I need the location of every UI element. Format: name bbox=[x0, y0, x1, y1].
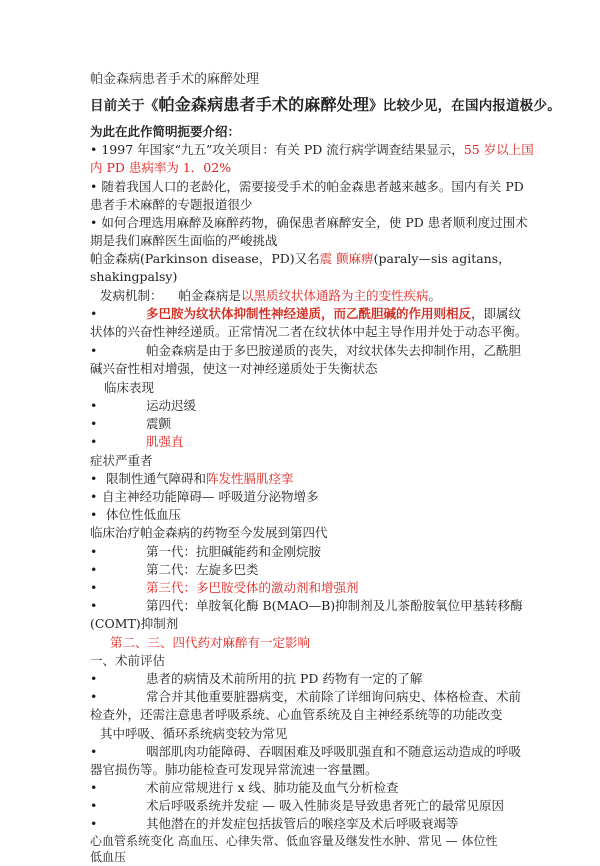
mechanism-label: 发病机制： bbox=[100, 288, 163, 303]
bullet-dot: • bbox=[90, 544, 98, 559]
preop-heading: 一、术前评估 bbox=[90, 653, 166, 668]
preop-item-1 bbox=[90, 669, 530, 689]
bullet-dot: • bbox=[90, 416, 98, 431]
intro-headline bbox=[90, 95, 561, 116]
clinical-heading: 临床表现 bbox=[104, 380, 155, 395]
pd-name-pre: 帕金森病(Parkinson disease，PD)又名 bbox=[90, 251, 320, 266]
doc-title: 帕金森病患者手术的麻醉处理 bbox=[90, 72, 260, 87]
preop-text-1: 患者的病情及术前所用的抗 PD 药物有一定的了解 bbox=[146, 671, 423, 686]
bullet-dot: • bbox=[90, 398, 98, 413]
clinical-item-3 bbox=[90, 432, 530, 452]
drug-gen-4-text: 第四代：单胺氧化酶 B(MAO—B)抑制剂及儿茶酚胺氧位甲基转移酶 bbox=[146, 598, 523, 613]
bullet-epidemiology bbox=[90, 140, 534, 160]
clinical-item-2 bbox=[90, 414, 530, 434]
bullet-challenge bbox=[90, 213, 530, 233]
pd-name-post: (paraly—sis agitans， bbox=[373, 251, 511, 266]
clinical-text-1: 运动迟缓 bbox=[146, 398, 197, 413]
mech3-text1: 帕金森病是由于多巴胺递质的丧失，对纹状体失去抑制作用，乙酰胆 bbox=[146, 343, 522, 358]
epi-red-line2: 内 PD 患病率为 1．02% bbox=[90, 160, 232, 175]
severe-item-1 bbox=[90, 469, 530, 489]
challenge-line2: 期是我们麻醉医生面临的严峻挑战 bbox=[90, 233, 278, 248]
pd-name-red: 震 颤麻痹 bbox=[319, 251, 374, 266]
preop-text-6: 其他潜在的并发症包括拔管后的喉痉挛及术后呼吸衰竭等 bbox=[146, 816, 459, 831]
intro-pre: 目前关于《 bbox=[90, 98, 159, 114]
resp-heading: 其中呼吸、循环系统病变较为常见 bbox=[100, 726, 288, 741]
drug-gen-4-line2: (COMT)抑制剂 bbox=[90, 616, 179, 631]
severe-item-3 bbox=[90, 505, 530, 525]
mech2-post: ，即属纹 bbox=[471, 306, 522, 321]
preop-text-3: 咽部肌肉功能障碍、吞咽困难及呼吸肌强直和不随意运动造成的呼吸 bbox=[146, 744, 522, 759]
bullet-dot: • bbox=[90, 798, 98, 813]
summary-heading: 为此在此作简明扼要介绍： bbox=[90, 124, 241, 139]
mechanism-line bbox=[90, 286, 540, 306]
severe-text-3: 体位性低血压 bbox=[105, 507, 181, 522]
bullet-dot: • bbox=[90, 507, 98, 522]
severe-item-2 bbox=[90, 487, 530, 507]
severe-text-2: 自主神经功能障碍— 呼吸道分泌物增多 bbox=[102, 489, 319, 504]
drugs-heading: 临床治疗帕金森病的药物至今发展到第四代 bbox=[90, 525, 328, 540]
bullet-dot: • bbox=[90, 671, 98, 686]
drugs-note: 第二、三、四代药对麻醉有一定影响 bbox=[110, 635, 311, 650]
preop-item-4 bbox=[90, 778, 530, 798]
severe-red-1: 阵发性膈肌痉挛 bbox=[206, 471, 294, 486]
bullet-dot: • bbox=[90, 215, 98, 230]
bullet-dot: • bbox=[90, 179, 98, 194]
preop-item-2-line2: 检查外，还需注意患者呼吸系统、心血管系统及自主神经系统等的功能改变 bbox=[90, 707, 503, 722]
clinical-item-1 bbox=[90, 396, 530, 416]
intro-book: 帕金森病患者手术的麻醉处理 bbox=[158, 95, 370, 114]
mechanism-post: 。 bbox=[428, 288, 441, 303]
bullet-dot: • bbox=[90, 142, 98, 157]
cardio-line2: 低血压 bbox=[90, 850, 127, 864]
mechanism-pre: 帕金森病是 bbox=[178, 288, 241, 303]
clinical-text-3: 肌强直 bbox=[146, 434, 184, 449]
challenge-line1: 如何合理选用麻醉及麻醉药物，确保患者麻醉安全，使 PD 患者顺利度过围术 bbox=[101, 215, 528, 230]
mech2-line1 bbox=[90, 304, 530, 324]
preop-text-4: 术前应常规进行 x 线、肺功能及血气分析检查 bbox=[146, 780, 399, 795]
mech2-red: 多巴胺为纹状体抑制性神经递质，而乙酰胆碱的作用则相反 bbox=[146, 306, 472, 321]
preop-item-3-line2: 器官损伤等。肺功能检查可发现异常流速一容量圜。 bbox=[90, 762, 378, 777]
pd-name-line1 bbox=[90, 249, 530, 269]
bullet-dot: • bbox=[90, 306, 98, 321]
mech3-line1 bbox=[90, 341, 530, 361]
clinical-text-2: 震颤 bbox=[146, 416, 172, 431]
preop-item-3 bbox=[90, 742, 530, 762]
bullet-dot: • bbox=[90, 816, 98, 831]
drug-gen-3-text: 第三代：多巴胺受体的激动剂和增强剂 bbox=[146, 580, 359, 595]
drug-gen-1 bbox=[90, 542, 530, 562]
preop-text-2: 常合并其他重要脏器病变，术前除了详细询问病史、体格检查、术前 bbox=[146, 689, 522, 704]
epi-text: 1997 年国家“九五”攻关项目：有关 PD 流行病学调查结果显示， bbox=[101, 142, 464, 157]
cardio-line1: 心血管系统变化 高血压、心律失常、低血容量及继发性水肿、常见 — 体位性 bbox=[90, 834, 498, 848]
bullet-dot: • bbox=[90, 343, 98, 358]
preop-item-5 bbox=[90, 796, 530, 816]
drug-gen-1-text: 第一代：抗胆碱能药和金刚烷胺 bbox=[146, 544, 322, 559]
bullet-dot: • bbox=[90, 489, 98, 504]
bullet-dot: • bbox=[90, 562, 98, 577]
mech2-line2: 状体的兴奋性神经递质。正常情况二者在纹状体中起主导作用并处于动态平衡。 bbox=[90, 324, 528, 339]
aging-line2: 患者手术麻醉的专题报道很少 bbox=[90, 197, 253, 212]
drug-gen-2 bbox=[90, 560, 530, 580]
preop-item-6 bbox=[90, 814, 530, 834]
drug-gen-3 bbox=[90, 578, 530, 598]
severe-pre-1: 限制性通气障碍和 bbox=[105, 471, 206, 486]
severe-heading: 症状严重者 bbox=[90, 453, 153, 468]
preop-item-2 bbox=[90, 687, 530, 707]
bullet-dot: • bbox=[90, 744, 98, 759]
preop-text-5: 术后呼吸系统并发症 — 吸入性肺炎是导致患者死亡的最常见原因 bbox=[146, 798, 504, 813]
aging-line1: 随着我国人口的老龄化，需要接受手术的帕金森患者越来越多。国内有关 PD bbox=[101, 179, 524, 194]
bullet-dot: • bbox=[90, 689, 98, 704]
bullet-dot: • bbox=[90, 471, 98, 486]
bullet-dot: • bbox=[90, 780, 98, 795]
epi-red-tail: 55 岁以上国 bbox=[463, 142, 534, 157]
bullet-dot: • bbox=[90, 434, 98, 449]
intro-post: 》比较少见，在国内报道极少。 bbox=[369, 98, 561, 114]
bullet-dot: • bbox=[90, 598, 98, 613]
bullet-aging bbox=[90, 177, 530, 197]
bullet-dot: • bbox=[90, 580, 98, 595]
mech3-line2: 碱兴奋性相对增强，使这一对神经递质处于失衡状态 bbox=[90, 361, 378, 376]
drug-gen-4 bbox=[90, 596, 530, 616]
mechanism-red: 以黑质纹状体通路为主的变性疾病 bbox=[240, 288, 429, 303]
pd-name-line2: shakingpalsy) bbox=[90, 269, 178, 284]
drug-gen-2-text: 第二代：左旋多巴类 bbox=[146, 562, 259, 577]
